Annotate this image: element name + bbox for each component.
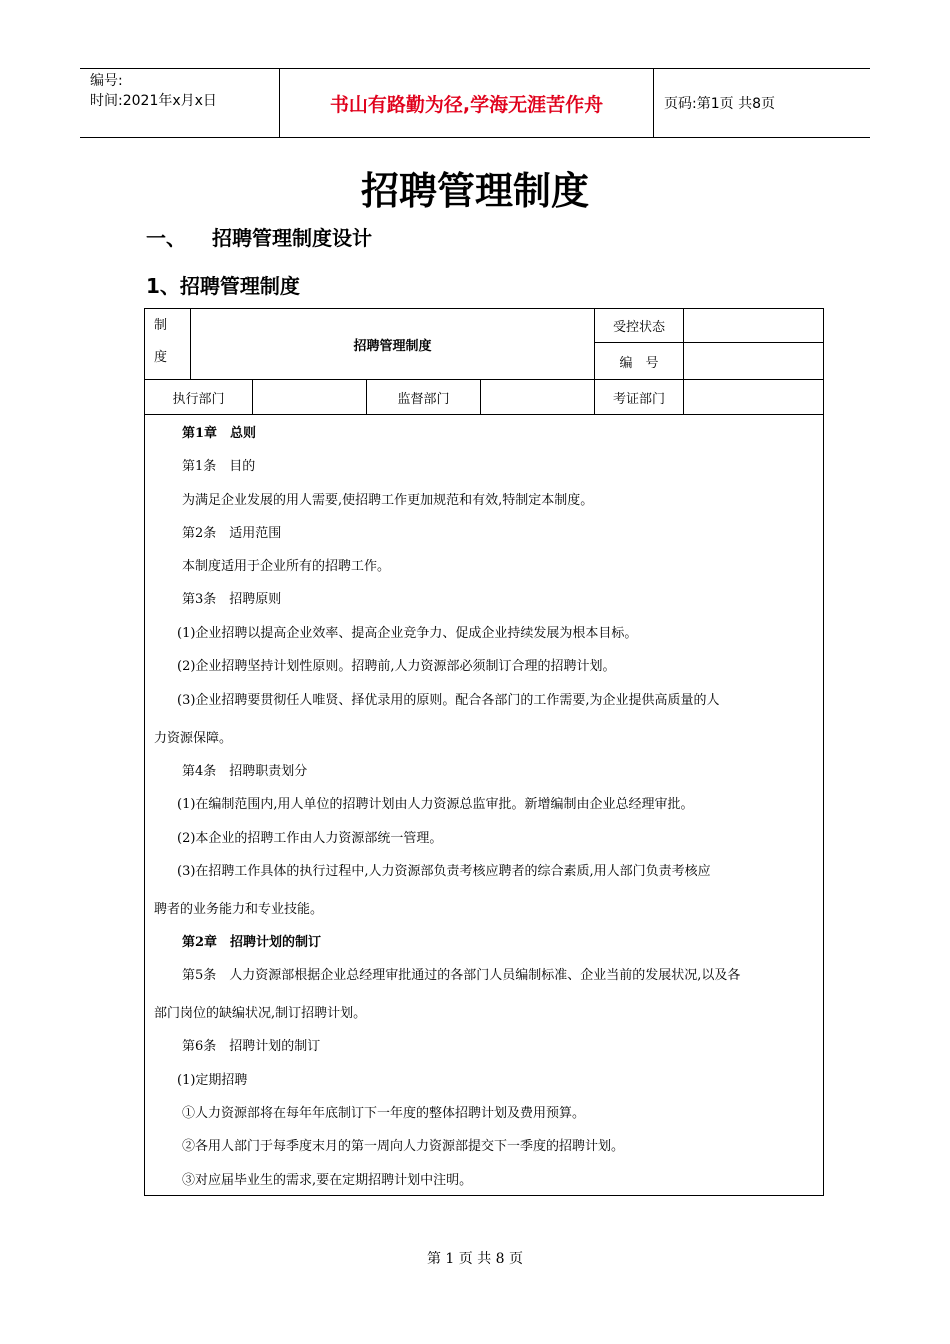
header-page-info: 页码:第1页 共8页 <box>664 96 775 112</box>
article-3: 第3条 招聘原则 <box>182 592 282 607</box>
exec-dept-label: 执行部门 <box>145 380 253 415</box>
verify-dept-value <box>684 380 824 415</box>
document-title: 招聘管理制度 <box>360 169 589 213</box>
chapter-2-heading: 第2章 招聘计划的制订 <box>182 935 322 950</box>
article-5: 第5条 人力资源部根据企业总经理审批通过的各部门人员编制标准、企业当前的发展状况,以及各 <box>182 968 741 983</box>
article-6-item-1: (1)定期招聘 <box>177 1073 248 1088</box>
article-4-item-1: (1)在编制范围内,用人单位的招聘计划由人力资源总监审批。新增编制由企业总经理审批。 <box>177 797 694 812</box>
number-value <box>684 343 824 380</box>
article-2-text: 本制度适用于企业所有的招聘工作。 <box>182 559 391 574</box>
controlled-status-value <box>684 309 824 343</box>
page-footer: 第 1 页 共 8 页 <box>426 1251 524 1267</box>
article-1: 第1条 目的 <box>182 459 256 474</box>
page-header <box>80 68 870 138</box>
article-1-text: 为满足企业发展的用人需要,使招聘工作更加规范和有效,特制定本制度。 <box>182 493 594 508</box>
article-4-item-2: (2)本企业的招聘工作由人力资源部统一管理。 <box>177 831 443 846</box>
article-3-item-2: (2)企业招聘坚持计划性原则。招聘前,人力资源部必须制订合理的招聘计划。 <box>177 659 616 674</box>
regulation-body <box>145 416 823 1196</box>
header-motto: 书山有路勤为径,学海无涯苦作舟 <box>280 69 654 137</box>
article-3-item-3-cont: 力资源保障。 <box>154 731 233 746</box>
article-6-sub-2: ②各用人部门于每季度末月的第一周向人力资源部提交下一季度的招聘计划。 <box>182 1139 625 1154</box>
verify-dept-label: 考证部门 <box>595 380 684 415</box>
section-heading-2: 1、招聘管理制度 <box>146 274 300 298</box>
section-heading-1 <box>146 222 372 251</box>
article-2: 第2条 适用范围 <box>182 526 282 541</box>
article-3-item-1: (1)企业招聘以提高企业效率、提高企业竞争力、促成企业持续发展为根本目标。 <box>177 626 638 641</box>
article-6: 第6条 招聘计划的制订 <box>182 1039 321 1054</box>
article-6-sub-1: ①人力资源部将在每年年底制订下一年度的整体招聘计划及费用预算。 <box>182 1106 586 1121</box>
article-4-item-3-cont: 聘者的业务能力和专业技能。 <box>154 902 324 917</box>
id-label: 编号: <box>90 73 123 89</box>
article-3-item-3: (3)企业招聘要贯彻任人唯贤、择优录用的原则。配合各部门的工作需要,为企业提供高质量的人 <box>177 693 720 708</box>
section-number: 一、 <box>146 226 186 250</box>
chapter-1-heading: 第1章 总则 <box>182 426 257 441</box>
article-5-cont: 部门岗位的缺编状况,制订招聘计划。 <box>154 1006 367 1021</box>
header-meta <box>80 69 280 137</box>
exec-dept-value <box>253 380 367 415</box>
zhi-du-cell: 制 度 <box>145 309 191 380</box>
supervise-dept-value <box>481 380 595 415</box>
section-text: 招聘管理制度设计 <box>212 226 372 250</box>
supervise-dept-label: 监督部门 <box>367 380 481 415</box>
number-label: 编 号 <box>595 343 684 380</box>
article-4: 第4条 招聘职责划分 <box>182 764 308 779</box>
regulation-name: 招聘管理制度 <box>191 309 595 380</box>
article-6-sub-3: ③对应届毕业生的需求,要在定期招聘计划中注明。 <box>182 1173 473 1188</box>
controlled-status-label: 受控状态 <box>595 309 684 343</box>
article-4-item-3: (3)在招聘工作具体的执行过程中,人力资源部负责考核应聘者的综合素质,用人部门负责考核应 <box>177 864 711 879</box>
time-label: 时间:2021年x月x日 <box>90 93 217 109</box>
